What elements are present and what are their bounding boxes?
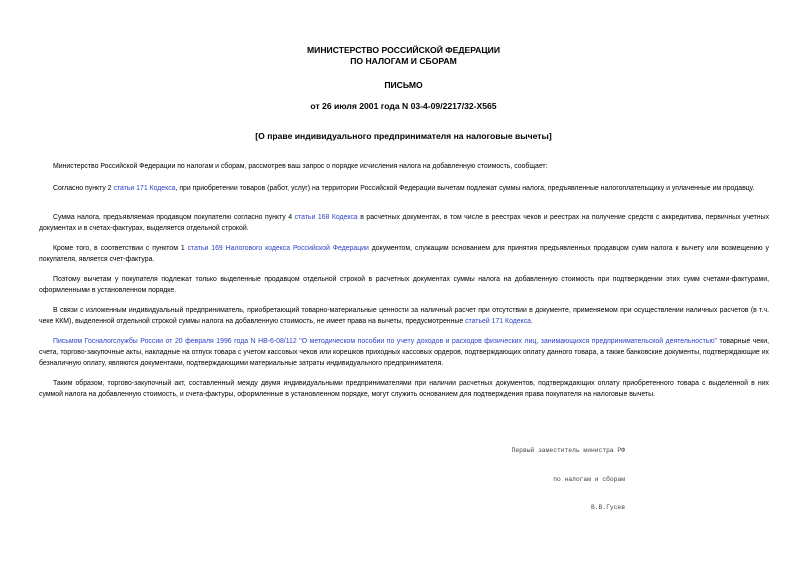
ministry-line-2: ПО НАЛОГАМ И СБОРАМ <box>350 56 457 66</box>
paragraph-3-before: Сумма налога, предъявляемая продавцом покупателю согласно пункту 4 <box>53 214 295 221</box>
signature-line-2: по налогам и сборам <box>553 475 625 483</box>
paragraph-4 <box>39 243 769 265</box>
paragraph-2-before: Согласно пункту 2 <box>53 185 114 192</box>
paragraph-3-after: в расчетных документах, в том числе в реестрах чеков и реестрах на получение средств с аккредитива, первичных учетных документах и в счетах-фактурах, выделяется отдельной строкой. <box>39 214 770 232</box>
paragraph-7-after: товарные чеки, счета, торгово-закупочные акты, накладные на отпуск товара с учетом кассовых чеков или корешков приходных кассовых ордеров, подтверждающих оплату данного товара, а также банковские документы, подтверждающие их безналичную оплату, являются документами, подтверждающими материальные затраты индивидуального предпринимателя. <box>39 338 770 367</box>
signature-block <box>512 427 625 532</box>
paragraph-8-text: Таким образом, торгово-закупочный акт, составленный между двумя индивидуальными предпринимателями при наличии расчетных документов, подтверждающих оплату приобретенного товара с выделенной в них суммой налога на добавленную стоимость, и счета-фактуры, оформленные в установленном порядке, могут служить основанием для подтверждения права покупателя на налоговые вычеты. <box>39 380 769 398</box>
link-article-171[interactable]: статьи 171 Кодекса <box>113 185 176 192</box>
paragraph-6 <box>39 305 769 327</box>
link-article-168[interactable]: статьи 168 Кодекса <box>294 214 358 221</box>
link-article-169[interactable]: статьи 169 Налогового кодекса Российской Федерации <box>187 245 369 252</box>
paragraph-6-before: В связи с изложенным индивидуальный предприниматель, приобретающий товарно-материальные ценности за наличный расчет при отсутствии в документе, применяемом при осуществлении наличных расчетов (в т.ч. чеке ККМ), выделенной отдельной строкой суммы налога на добавленную стоимость, не имеет права на вычеты, предусмотренные <box>39 307 769 325</box>
paragraph-2 <box>39 183 769 194</box>
paragraph-3 <box>39 212 769 234</box>
signature-line-3: В.В.Гусев <box>590 504 625 511</box>
document-date-number: от 26 июля 2001 года N 03-4-09/2217/32-Х565 <box>310 101 497 111</box>
paragraph-1 <box>39 161 769 172</box>
paragraph-2-after: , при приобретении товаров (работ, услуг) на территории Российской Федерации вычетам подлежат суммы налога, предъявленные налогоплательщику и уплаченные им продавцу. <box>175 185 755 192</box>
paragraph-5-text: Поэтому вычетам у покупателя подлежат только выделенные продавцом отдельной строкой в расчетных документах суммы налога на добавленную стоимость при подтверждении этих сумм счетами-фактурами, оформленными в установленном порядке. <box>39 276 769 294</box>
link-gns-letter[interactable]: Письмом Госналогслужбы России от 20 февраля 1996 года N НВ-6-08/112 "О методическом пособии по учету доходов и расходов физических лиц, занимающихся предпринимательской деятельностью" <box>53 338 717 345</box>
ministry-heading <box>0 45 807 67</box>
document-subject: [О праве индивидуального предпринимателя на налоговые вычеты] <box>255 131 552 141</box>
ministry-line-1: МИНИСТЕРСТВО РОССИЙСКОЙ ФЕДЕРАЦИИ <box>306 45 501 55</box>
paragraph-5 <box>39 274 769 296</box>
signature-line-1: Первый заместитель министра РФ <box>511 447 625 454</box>
paragraph-7 <box>39 336 769 369</box>
paragraph-6-after: . <box>530 318 533 325</box>
paragraph-8 <box>39 378 769 400</box>
paragraph-4-before: Кроме того, в соответствии с пунктом 1 <box>53 245 188 252</box>
paragraph-4-after: документом, служащим основанием для принятия предъявленных продавцом сумм налога к вычету или возмещению у покупателя, является счет-фактура. <box>39 245 770 263</box>
document-type: ПИСЬМО <box>384 80 423 90</box>
paragraph-1-text: Министерство Российской Федерации по налогам и сборам, рассмотрев ваш запрос о порядке исчисления налога на добавленную стоимость, сообщает: <box>53 163 548 170</box>
link-article-171-second[interactable]: статьей 171 Кодекса <box>465 318 531 325</box>
